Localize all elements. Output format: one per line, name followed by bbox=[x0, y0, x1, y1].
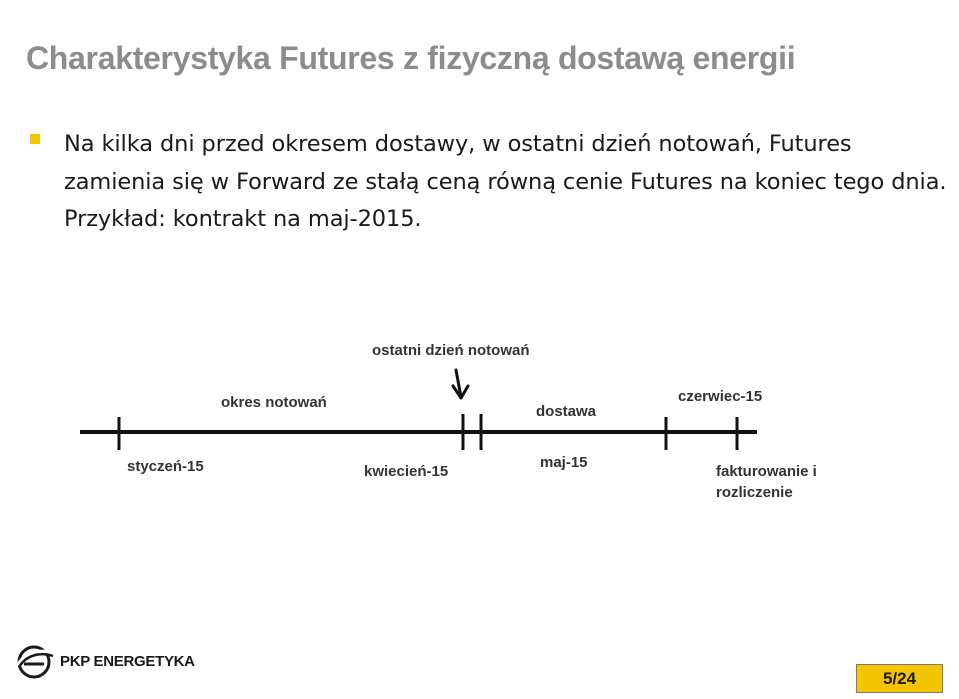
slide-title: Charakterystyka Futures z fizyczną dostawą energii bbox=[26, 40, 796, 76]
timeline-svg bbox=[60, 330, 860, 520]
label-invoicing-line1: fakturowanie i bbox=[716, 463, 817, 480]
bullet-marker bbox=[30, 134, 40, 144]
label-april: kwiecień-15 bbox=[364, 463, 449, 480]
label-trading-period: okres notowań bbox=[221, 394, 327, 411]
label-may: maj-15 bbox=[540, 454, 588, 471]
label-last-trading-day: ostatni dzień notowań bbox=[372, 342, 530, 359]
label-invoicing-line2: rozliczenie bbox=[716, 484, 793, 501]
label-january: styczeń-15 bbox=[127, 458, 204, 475]
down-arrow-icon bbox=[453, 370, 468, 398]
bullet-text: Na kilka dni przed okresem dostawy, w ostatni dzień notowań, Futures zamienia się w Forward ze stałą ceną równą cenie Futures na koniec tego dnia. Przykład: kontrakt na maj-2015. bbox=[64, 131, 947, 232]
timeline-diagram bbox=[60, 330, 860, 520]
logo-text: PKP ENERGETYKA bbox=[60, 653, 195, 670]
page-number-badge: 5/24 bbox=[856, 664, 943, 693]
label-delivery: dostawa bbox=[536, 403, 597, 420]
label-june: czerwiec-15 bbox=[678, 388, 763, 405]
